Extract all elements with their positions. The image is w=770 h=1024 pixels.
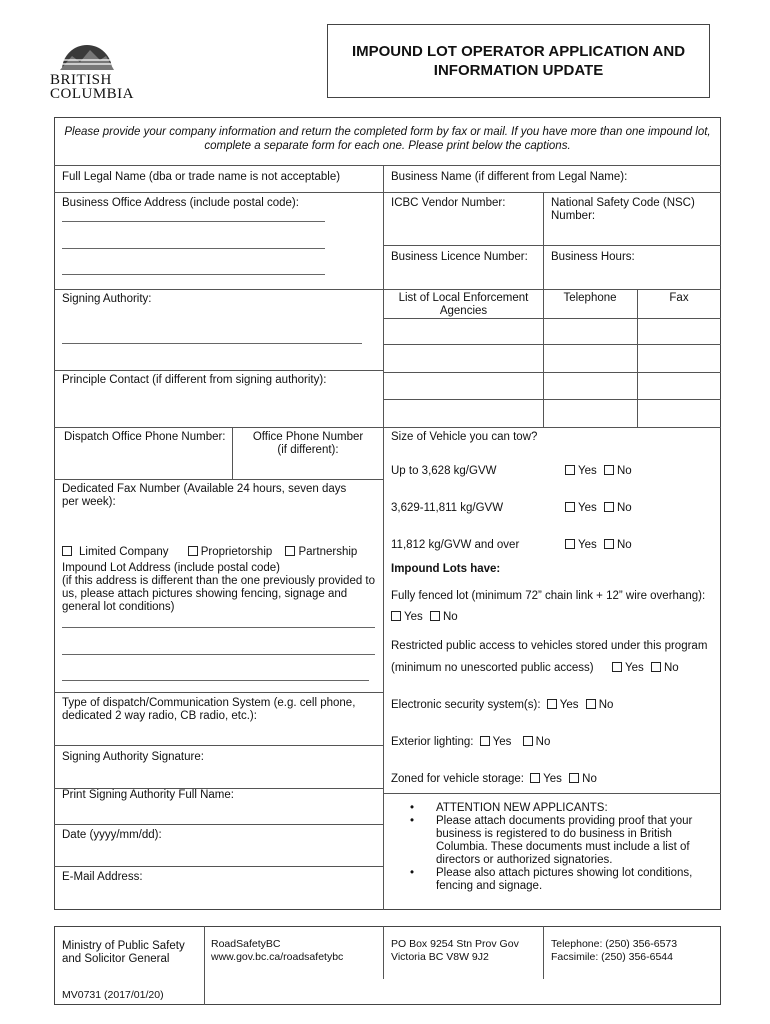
tow-row-3-options: Yes No [565,539,632,552]
nsc-label: National Safety Code (NSC) Number: [551,197,695,222]
print-name-label: Print Signing Authority Full Name: [62,789,234,801]
company-type-row: Limited Company Proprietorship Partnership [62,546,357,559]
security-yes-checkbox[interactable] [547,699,557,709]
office-address-line-1[interactable] [62,221,325,222]
attention-item-2: • Please attach documents providing proof that your business is registered to do business in British Columbia. These documents must include a list of directors or authorized signatories. [436,815,710,867]
tow-row-3-yes-checkbox[interactable] [565,539,575,549]
logo-text-columbia: COLUMBIA [50,86,135,102]
dedicated-fax-label: Dedicated Fax Number (Available 24 hours, seven days per week): [62,483,347,508]
fenced-lot-label: Fully fenced lot (minimum 72” chain link + 12” wire overhang): [391,590,706,602]
business-licence-label: Business Licence Number: [391,251,528,263]
restricted-access-label: Restricted public access to vehicles stored under this program [391,640,708,652]
restricted-no-checkbox[interactable] [651,662,661,672]
security-system-row: Electronic security system(s): Yes No [391,699,614,711]
attention-item-1: • ATTENTION NEW APPLICANTS: [436,802,710,815]
date-label: Date (yyyy/mm/dd): [62,829,162,841]
impound-lots-heading: Impound Lots have: [391,563,501,575]
office-address-line-2[interactable] [62,248,325,249]
tow-row-2-no-checkbox[interactable] [604,502,614,512]
office-address-line-3[interactable] [62,274,325,275]
tow-row-2-label: 3,629-11,811 kg/GVW [391,502,504,514]
phone-fax-contact: Telephone: (250) 356-6573 Facsimile: (250) 356-6544 [551,938,678,963]
tow-row-1-options: Yes No [565,465,632,478]
restricted-access-label-2: (minimum no unescorted public access) [391,662,594,674]
tow-size-heading: Size of Vehicle you can tow? [391,431,538,443]
limited-company-checkbox[interactable] [62,546,72,556]
lighting-no-checkbox[interactable] [523,736,533,746]
restricted-yes-checkbox[interactable] [612,662,622,672]
lighting-yes-checkbox[interactable] [480,736,490,746]
impound-address-line-1[interactable] [62,627,375,628]
office-address-label: Business Office Address (include postal code): [62,197,299,209]
zoned-yes-checkbox[interactable] [530,773,540,783]
form-title: IMPOUND LOT OPERATOR APPLICATION AND INFORMATION UPDATE [327,24,710,98]
logo-text-british: BRITISH [50,72,112,88]
tow-row-1-label: Up to 3,628 kg/GVW [391,465,497,477]
business-name-label: Business Name (if different from Legal Name): [391,171,628,183]
local-agencies-header: List of Local Enforcement Agencies [398,292,529,317]
form-id: MV0731 (2017/01/20) [62,989,164,1001]
restricted-access-options: Yes No [612,662,679,675]
legal-name-label: Full Legal Name (dba or trade name is not acceptable) [62,171,341,183]
impound-address-label: Impound Lot Address (include postal code) (if this address is different than the one previously provided to us, please attach pictures showing fencing, signage and general lot conditions) [62,562,376,613]
fax-header: Fax [669,292,689,304]
partnership-checkbox[interactable] [285,546,295,556]
tow-row-2-options: Yes No [565,502,632,515]
fenced-yes-checkbox[interactable] [391,611,401,621]
impound-address-line-2[interactable] [62,654,375,655]
proprietorship-checkbox[interactable] [188,546,198,556]
tow-row-3-label: 11,812 kg/GVW and over [391,539,520,551]
attention-notes [420,802,710,893]
signature-label: Signing Authority Signature: [62,751,204,763]
fenced-lot-options: Yes No [391,611,458,624]
fenced-no-checkbox[interactable] [430,611,440,621]
org-contact: RoadSafetyBC www.gov.bc.ca/roadsafetybc [211,938,344,963]
tow-row-1-no-checkbox[interactable] [604,465,614,475]
intro-text: Please provide your company information and return the completed form by fax or mail. If you have more than one impound lot, complete a separate form for each one. Please print below the captions. [64,126,711,152]
telephone-header: Telephone [563,292,617,304]
tow-row-1-yes-checkbox[interactable] [565,465,575,475]
exterior-lighting-row: Exterior lighting: Yes No [391,736,551,748]
business-hours-label: Business Hours: [551,251,635,263]
office-phone-label: Office Phone Number (if different): [252,431,364,456]
security-no-checkbox[interactable] [586,699,596,709]
icbc-vendor-label: ICBC Vendor Number: [391,197,506,209]
zoned-no-checkbox[interactable] [569,773,579,783]
tow-row-2-yes-checkbox[interactable] [565,502,575,512]
signing-authority-line[interactable] [62,343,362,344]
zoned-storage-row: Zoned for vehicle storage: Yes No [391,773,597,785]
signing-authority-label: Signing Authority: [62,293,152,305]
ministry-name: Ministry of Public Safety and Solicitor General [62,940,185,965]
attention-item-3: • Please also attach pictures showing lot conditions, fencing and signage. [436,867,710,893]
mailing-address: PO Box 9254 Stn Prov Gov Victoria BC V8W 9J2 [391,938,519,963]
email-label: E-Mail Address: [62,871,143,883]
dispatch-system-label: Type of dispatch/Communication System (e.g. cell phone, dedicated 2 way radio, CB radio, etc.): [62,697,356,722]
dispatch-phone-label: Dispatch Office Phone Number: [64,431,226,443]
principle-contact-label: Principle Contact (if different from signing authority): [62,374,327,386]
tow-row-3-no-checkbox[interactable] [604,539,614,549]
impound-address-line-3[interactable] [62,680,369,681]
